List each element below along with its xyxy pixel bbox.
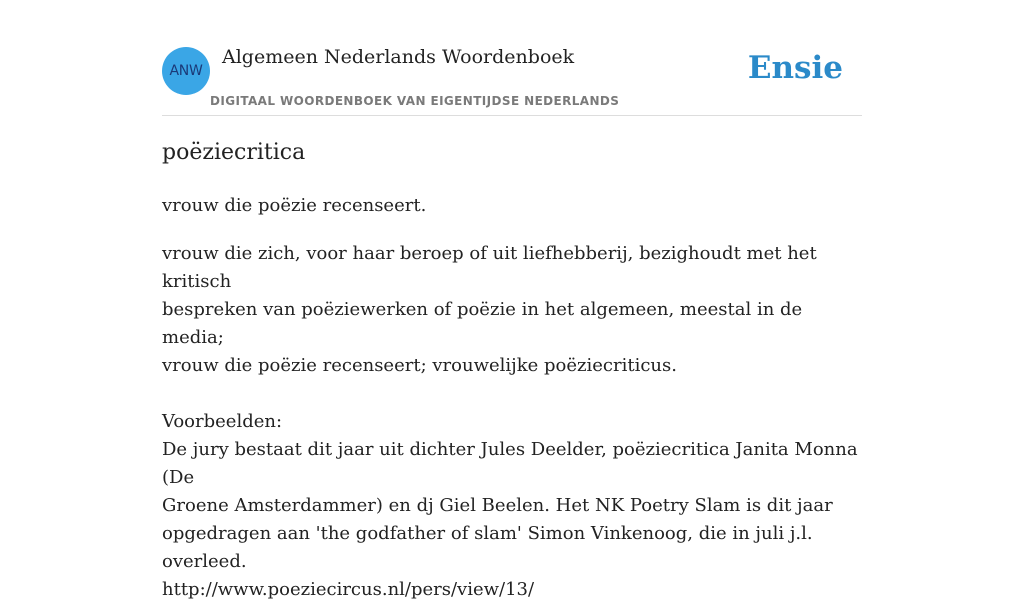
anw-logo-text: ANW — [169, 63, 203, 79]
definition-line: vrouw die poëzie recenseert; vrouwelijke poëziecriticus. — [162, 355, 677, 376]
source-url-link[interactable]: http://www.poeziecircus.nl/pers/view/13/ — [162, 579, 535, 600]
page-container — [162, 0, 862, 600]
site-title[interactable]: Algemeen Nederlands Woordenboek — [222, 46, 575, 68]
ensie-brand-link[interactable]: Ensie — [747, 50, 843, 86]
headword: poëziecritica — [162, 140, 306, 165]
short-definition: vrouw die poëzie recenseert. — [162, 195, 427, 216]
definition-line: bespreken van poëziewerken of poëzie in het algemeen, meestal in de media; — [162, 299, 803, 348]
definition-line: vrouw die zich, voor haar beroep of uit liefhebberij, bezighoudt met het kritisch — [162, 243, 817, 292]
long-definition-block — [162, 240, 862, 604]
source-url — [162, 576, 862, 604]
anw-logo[interactable] — [162, 47, 210, 95]
site-subtitle: DIGITAAL WOORDENBOEK VAN EIGENTIJDSE NEDERLANDS — [210, 94, 620, 108]
spacer — [162, 380, 862, 408]
site-header — [162, 0, 862, 116]
example-line: Groene Amsterdammer) en dj Giel Beelen. Het NK Poetry Slam is dit jaar — [162, 495, 833, 516]
example-line: opgedragen aan 'the godfather of slam' Simon Vinkenoog, die in juli j.l. overleed. — [162, 523, 813, 572]
examples-label: Voorbeelden: — [162, 411, 283, 432]
example-line: De jury bestaat dit jaar uit dichter Jules Deelder, poëziecritica Janita Monna (De — [162, 439, 858, 488]
